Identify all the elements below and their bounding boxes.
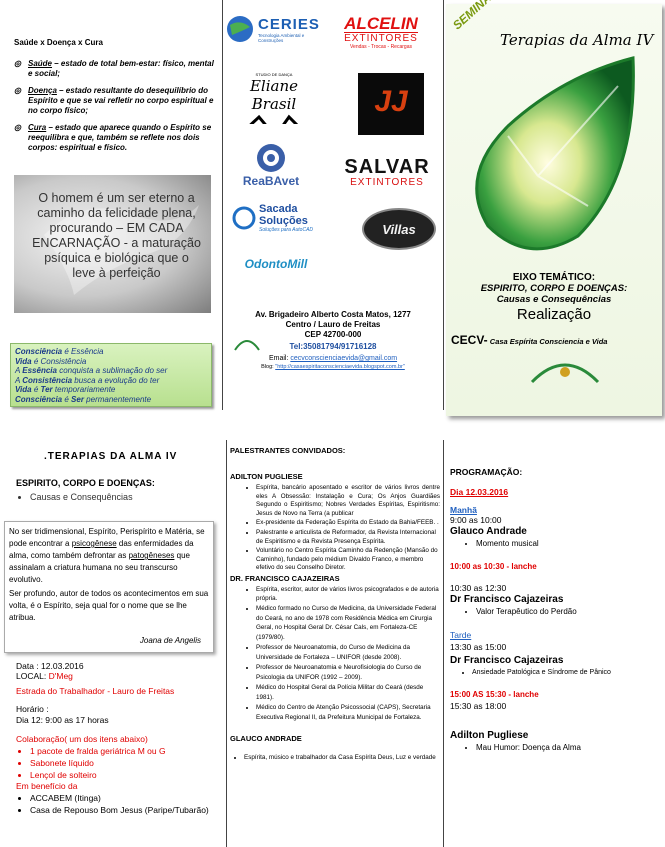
list-item: • Professor de Neuroanatomia e Neurofisiologia do Curso de Psicologia da UNIFOR (1992 – 2009). [256, 663, 440, 682]
definition-text: – estado de total bem-estar: físico, mental e social; [28, 59, 214, 78]
espirito-paragraph: Ser profundo, autor de todos os acontecimentos em sua volta, é o Espírito, seja qual for o nome que se lhe atribua. [9, 589, 209, 622]
definition-term: Doença [28, 86, 57, 95]
divider-top-left [222, 0, 223, 410]
sacada-swirl-icon [232, 206, 256, 230]
definition-doenca [14, 86, 214, 116]
program-day: Dia 12.03.2016 [450, 487, 509, 497]
list-item: • Valor Terapêutico do Perdão [476, 606, 662, 618]
cover-theme [448, 272, 660, 323]
speaker-name: GLAUCO ANDRADE [230, 734, 302, 744]
list-item: • Ex-presidente da Federação Espírita do Estado da Bahia/FEEB. . [256, 519, 440, 528]
definition-term: Saúde [28, 59, 53, 68]
section-manha: Manhã [450, 505, 477, 515]
sacada-sub: Soluções para AutoCAD [259, 227, 314, 233]
section-tarde: Tarde [450, 630, 472, 640]
quote-text: O homem é um ser eterno a caminho da felicidade plena, procurando – EM CADA ENCARNAÇÃO - a maturação psíquica e biológica que o leve à perfeição [32, 191, 201, 280]
list-item: • Lençol de solteiro [30, 769, 222, 781]
ceries-name: CERIES [258, 15, 320, 33]
colab-label: Colaboração( um dos itens abaixo) [16, 734, 148, 744]
target-bullet-icon: ◎ [14, 86, 21, 95]
logo-odontomill [236, 244, 316, 284]
divider-bottom-left [226, 440, 227, 847]
definition-term: Cura [28, 123, 47, 132]
logo-eliane-brasil [231, 72, 317, 124]
list-item: • Palestrante e articulista de Reformador, da Revista Internacional de Espiritismo e da Revista Presença Espírita. [256, 529, 440, 546]
consciencia-box [10, 343, 212, 407]
beneficio-list [16, 792, 222, 816]
definition-saude [14, 59, 214, 79]
program-topic-list [450, 606, 662, 618]
program-speaker: Glauco Andrade [450, 526, 527, 537]
logo-sacada [232, 200, 340, 236]
consciencia-text [11, 344, 211, 407]
speaker-bio-list [230, 586, 440, 722]
list-item: • Médico do Centro de Atenção Psicossocial (CAPS), Secretaria Executiva Regional II, da Prefeitura Municipal de Fortaleza. [256, 703, 440, 722]
time-slot: 13:30 as 15:00 [450, 642, 507, 652]
event-local: LOCAL: D'Meg [16, 671, 73, 681]
speaker-name: DR. FRANCISCO CAJAZEIRAS [230, 573, 340, 583]
alcelin-name: ALCELIN [344, 13, 418, 33]
salvar-sub: EXTINTORES [350, 176, 424, 188]
event-info [16, 661, 222, 816]
logo-salvar [346, 152, 428, 192]
program-speaker: Dr Francisco Cajazeiras [450, 594, 564, 605]
list-item: • Médico do Hospital Geral da Polícia Militar do Ceará (desde 1981). [256, 683, 440, 702]
green-drop-image [468, 56, 638, 256]
definition-text: – estado resultante do desequilíbrio do Espírito e que se vai refletir no corpo espiritual e no corpo físico; [28, 86, 214, 115]
cover-title: Terapias da Alma IV [500, 31, 654, 49]
event-address: Estrada do Trabalhador - Lauro de Freitas [16, 686, 175, 696]
list-item: • 1 pacote de fralda geriátrica M ou G [30, 745, 222, 757]
list-item: • Momento musical [476, 538, 662, 550]
ceries-globe-icon [226, 15, 254, 43]
telephone: Tel:35081794/91716128 [289, 342, 377, 351]
gb-line-4: A Consistência busca a evolução do ter [15, 375, 160, 385]
panel1-heading: Saúde x Doença x Cura [14, 38, 103, 47]
cep: CEP 42700-000 [304, 330, 362, 339]
cecv-logo-icon [522, 358, 608, 384]
cecv-small-logo [233, 336, 261, 352]
jj-mark: JJ [374, 85, 408, 118]
gb-line-3: A Essência conquista a sublimação do ser [15, 366, 168, 375]
definition-cura [14, 123, 214, 153]
list-item: • Casa de Repouso Bom Jesus (Paripe/Tubarão) [30, 804, 222, 816]
beneficio-label: Em benefício da [16, 781, 78, 791]
gb-line-1: Consciência é Essência [15, 347, 104, 356]
event-horario-label: Horário : [16, 704, 49, 714]
psicogenese-box [4, 521, 214, 653]
speaker-bio-list [230, 754, 440, 763]
email-link[interactable]: cecvconscienciaevida@gmail.com [290, 355, 398, 362]
eliane-name: Eliane Brasil [249, 77, 299, 113]
list-item: • Espírita, músico e trabalhador da Casa Espírita Deus, Luz e verdade [244, 754, 440, 763]
speaker-name: ADILTON PUGLIESE [230, 472, 303, 481]
address-line-1: Av. Brigadeiro Alberto Costa Matos, 1277 [255, 310, 411, 319]
speakers-panel [230, 446, 440, 763]
cecv-acronym: CECV- [451, 333, 488, 347]
list-item: • Espírita, escritor, autor de vários livros psicografados e de autoria própria. [256, 586, 440, 603]
signature: Joana de Angelis [139, 636, 201, 645]
salvar-name: SALVAR [344, 155, 430, 178]
logo-alcelin [336, 12, 426, 52]
alcelin-sub1: EXTINTORES [344, 32, 418, 44]
logo-ceries [226, 8, 330, 50]
villas-name: Villas [382, 221, 416, 237]
panel4-bullet: • Causas e Consequências [30, 492, 133, 502]
event-horario: Dia 12: 9:00 as 17 horas [16, 715, 109, 725]
program-heading: PROGRAMAÇÃO: [450, 467, 523, 477]
speakers-heading: PALESTRANTES CONVIDADOS: [230, 446, 346, 455]
cecv-name: Casa Espírita Consciencia e Vida [487, 337, 608, 346]
list-item: • Ansiedade Patológica e Síndrome de Pânico [472, 667, 662, 679]
psicogenese-paragraph: No ser tridimensional, Espírito, Perispírito e Matéria, se pode encontrar a psicogênese das enfermidades da alma, como também defrontar as patogêneses que assinalam a criatura humana no seu transcurso evolutivo. [9, 527, 205, 584]
list-item: • Professor de Neuroanatomia, do Curso de Medicina da Universidade de Fortaleza – UNIFOR (desde 2008). [256, 643, 440, 662]
blog-line: Blog: "http://casaespiritaconscienciaevida.blogspot.com.br" [261, 364, 405, 370]
reabavet-name: ReaBAvet [242, 174, 300, 188]
dancer-silhouette-icon [239, 113, 309, 124]
lanche-slot: 10:00 as 10:30 - lanche [450, 562, 537, 571]
program-topic-list [450, 538, 662, 550]
dog-icon [251, 142, 291, 174]
panel4-bullets [16, 492, 133, 502]
panel4-subtitle: ESPIRITO, CORPO E DOENÇAS: [16, 478, 155, 488]
definition-text: – estado que aparece quando o Espírito se reequilibra e que, também se reflete nos dois corpos: espiritual e físico. [28, 123, 212, 152]
logo-reabavet [236, 137, 306, 193]
divider-bottom-right [443, 440, 444, 847]
program-panel [450, 467, 662, 754]
list-item: • Voluntário no Centro Espírita Caminho da Redenção (Mansão do Caminho), fundado pelo médium Divaldo Franco, e membro efetivo do seu Conselho Diretor. [256, 547, 440, 573]
blog-link[interactable]: "http://casaespiritaconscienciaevida.blogspot.com.br" [275, 364, 405, 370]
list-item: • Médico formado no Curso de Medicina, da Universidade Federal do Ceará, no ano de 1978 com Residência Médica em Cirurgia Geral, no Hospital Geral Dr. César Cals, em Fortaleza-CE (1979/80). [256, 604, 440, 642]
time-slot: 15:30 as 18:00 [450, 701, 507, 711]
target-bullet-icon: ◎ [14, 123, 21, 132]
list-item: • ACCABEM (Itinga) [30, 792, 222, 804]
program-topic-list [450, 667, 662, 679]
gb-line-5: Vida é Ter temporariamente [15, 385, 116, 394]
cecv-line [451, 331, 607, 349]
divider-top-right [443, 0, 444, 410]
lanche-slot: 15:00 AS 15:30 - lanche [450, 690, 539, 699]
eixo-label: EIXO TEMÁTICO: [512, 272, 596, 283]
colab-list [16, 745, 222, 781]
list-item: • Espírita, bancário aposentado e escritor de vários livros dentre eles A Obsessão: Instalação e Cura; Os Anjos Guardiães Segundo o Espiritismo; Nobres Verdades Espíritas, Espiritismo: Jesus de Novo na Terra (a publicar [256, 484, 440, 518]
program-speaker: Adilton Pugliese [450, 730, 529, 741]
target-bullet-icon: ◎ [14, 59, 21, 68]
alcelin-sub2: Vendas - Trocas - Recargas [350, 43, 412, 50]
address-line-2: Centro / Lauro de Freitas [285, 320, 381, 329]
odonto-name: OdontoMill [244, 257, 308, 271]
theme-line-1: ESPIRITO, CORPO E DOENÇAS: [480, 283, 628, 294]
eliane-top: STUDIO DE DANÇA [255, 72, 293, 77]
time-slot: 10:30 as 12:30 [450, 583, 507, 593]
gb-line-2: Vida é Consistência [15, 356, 87, 366]
logo-jj [358, 73, 424, 135]
panel4-title: .TERAPIAS DA ALMA IV [44, 451, 178, 462]
definition-list [14, 59, 214, 153]
event-date: Data : 12.03.2016 [16, 661, 84, 671]
email-line: Email: cecvconscienciaevida@gmail.com [268, 355, 398, 362]
gb-line-6: Consciência é Ser permanentemente [15, 394, 152, 404]
realizacao-label: Realização [516, 306, 592, 323]
theme-line-2: Causas e Consequências [496, 294, 612, 305]
list-item: • Mau Humor: Doença da Alma [476, 742, 662, 754]
sacada-name: Sacada Soluções [259, 203, 308, 227]
speaker-bio-list [230, 484, 440, 573]
logo-villas [362, 208, 436, 250]
program-speaker: Dr Francisco Cajazeiras [450, 655, 564, 666]
list-item: • Sabonete líquido [30, 757, 222, 769]
time-slot: 9:00 as 10:00 [450, 515, 502, 525]
ceries-tagline: Tecnologia Ambiental e Construções [258, 32, 305, 43]
quote-image-box [14, 175, 211, 313]
program-topic-list [450, 742, 662, 754]
